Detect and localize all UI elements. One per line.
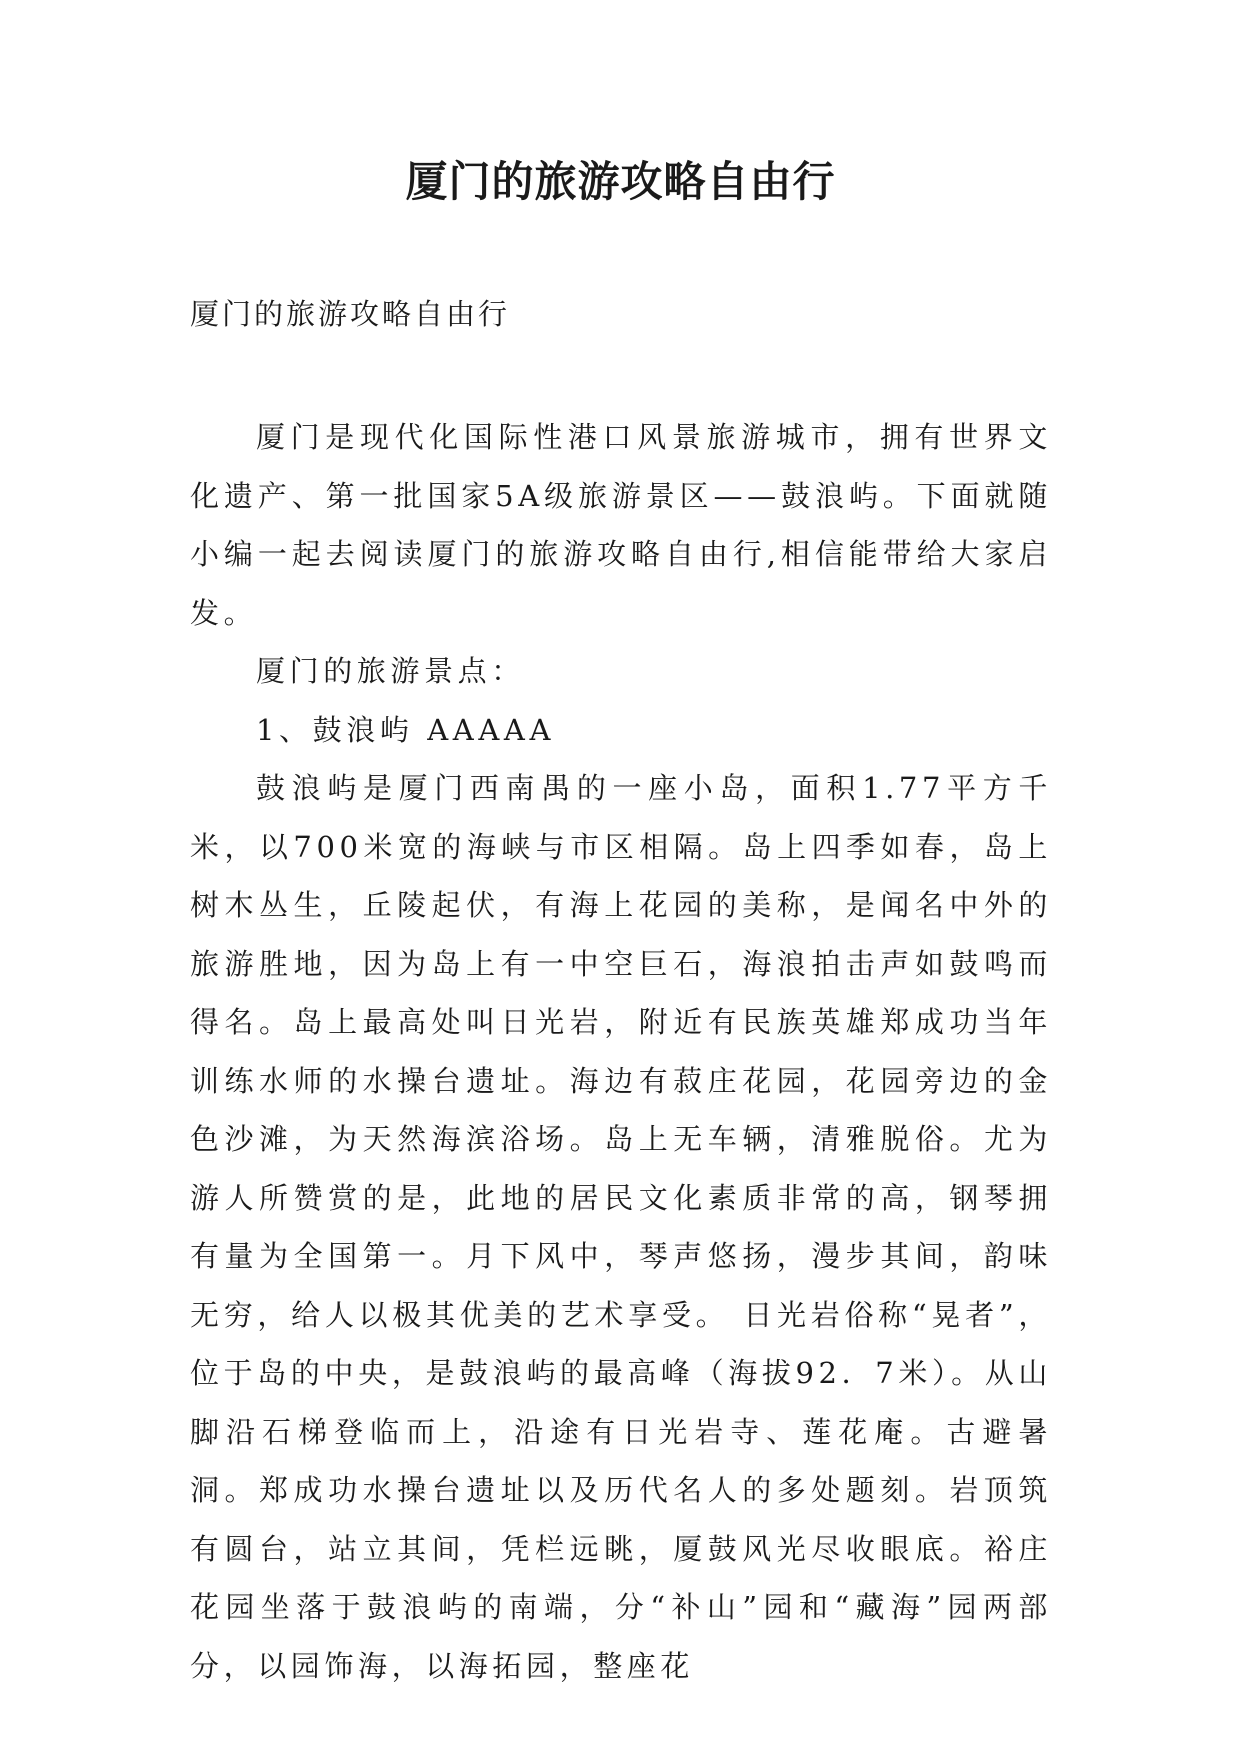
paragraph-attractions-heading: 厦门的旅游景点： xyxy=(256,654,525,688)
document-title: 厦门的旅游攻略自由行 xyxy=(405,157,836,206)
paragraph-gulangyu-description: 鼓浪屿是厦门西南禺的一座小岛，面积1.77平方千米，以700米宽的海峡与市区相隔。岛上四季如春，岛上树木丛生，丘陵起伏，有海上花园的美称，是闻名中外的旅游胜地，因为岛上有一中空巨石，海浪拍击声如鼓鸣而得名。岛上最高处叫日光岩，附近有民族英雄郑成功当年训练水师的水操台遗址。海边有菽庄花园，花园旁边的金色沙滩，为天然海滨浴场。岛上无车辆，清雅脱俗。尤为游人所赞赏的是，此地的居民文化素质非常的高，钢琴拥有量为全国第一。月下风中，琴声悠扬，漫步其间，韵味无穷，给人以极其优美的艺术享受。 日光岩俗称“晃者”，位于岛的中央，是鼓浪屿的最高峰（海拔92．7米）。从山脚沿石梯登临而上，沿途有日光岩寺、莲花庵。古避暑洞。郑成功水操台遗址以及历代名人的多处题刻。岩顶筑有圆台，站立其间，凭栏远眺，厦鼓风光尽收眼底。裕庄花园坐落于鼓浪屿的南端，分“补山”园和“藏海”园两部分，以园饰海，以海拓园，整座花 xyxy=(190,771,1052,1683)
paragraph-intro: 厦门是现代化国际性港口风景旅游城市，拥有世界文化遗产、第一批国家5A级旅游景区——鼓浪屿。下面就随小编一起去阅读厦门的旅游攻略自由行,相信能带给大家启发。 xyxy=(190,420,1052,630)
document-body xyxy=(190,408,1052,1695)
paragraph-gulangyu-heading: 1、鼓浪屿 AAAAA xyxy=(256,712,555,747)
document-subtitle: 厦门的旅游攻略自由行 xyxy=(190,297,511,331)
